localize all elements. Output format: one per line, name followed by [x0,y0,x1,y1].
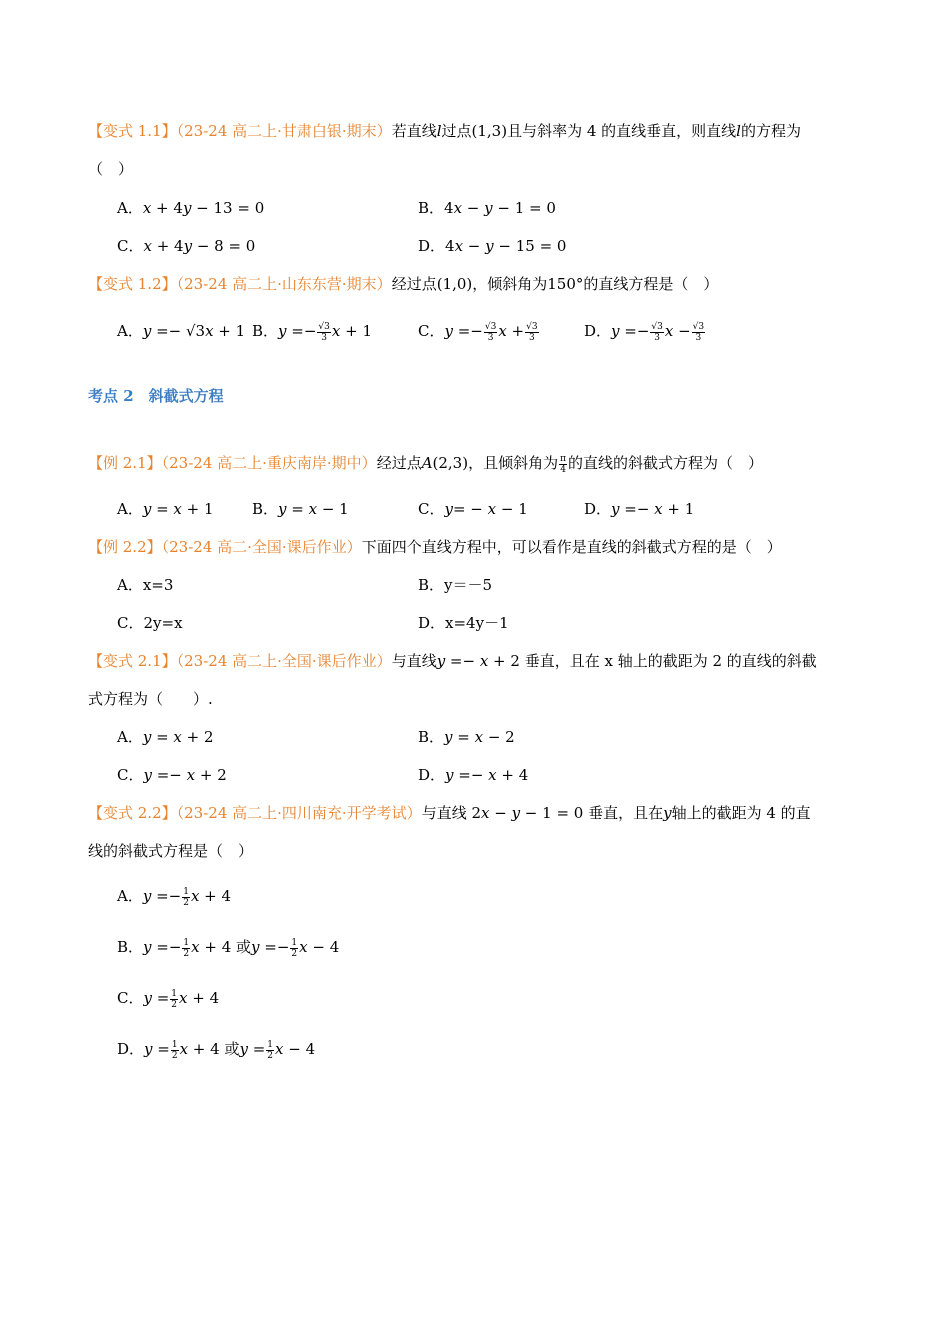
problem-v22-stem-cont: 线的斜截式方程是（ ） [88,842,254,860]
option-b: B．y＝－5 [418,576,493,594]
option-d: D．x=4y－1 [418,614,509,632]
fraction: $\frac{1}{2}$ [183,886,189,908]
fraction: $\frac{√3}{3}$ [526,321,538,343]
option-b: B．𝑦 = 𝑥 − 1 [252,500,349,518]
option-c: C．𝑦 =− $\frac{√3}{3}$ 𝑥 + $\frac{√3}{3}$ [418,321,538,343]
option-c: C．2y=x [117,614,183,632]
option-d: D．𝑦 = $\frac{1}{2}$ 𝑥 + 4 或𝑦 = $\frac{1}{2}$ 𝑥 − 4 [117,1039,316,1061]
problem-v21-stem: 【变式 2.1】（23-24 高二上·全国·课后作业）与直线𝑦 =− 𝑥 + 2 垂直，且在 x 轴上的截距为 2 的直线的斜截 [88,652,817,670]
problem-tag: 【例 2.1】 [88,454,162,472]
problem-v21-stem-cont: 式方程为（ ）. [88,690,213,708]
option-d: D．𝑦 =− 𝑥 + 1 [584,500,695,518]
problem-tag: 【变式 1.2】 [88,275,177,293]
option-a: A．𝑥 + 4𝑦 − 13 = 0 [117,199,265,217]
option-b: B．𝑦 = 𝑥 − 2 [418,728,515,746]
fraction: $\frac{1}{2}$ [291,937,298,959]
problem-v12-stem: 【变式 1.2】（23-24 高二上·山东东营·期末）经过点(1,0)，倾斜角为150°的直线方程是（ ） [88,275,719,293]
fraction: $\frac{√3}{3}$ [318,321,330,343]
option-a: A．x=3 [117,576,174,594]
option-d: D．𝑦 =− 𝑥 + 4 [418,766,529,784]
fraction: $\frac{1}{2}$ [267,1039,273,1061]
problem-v11-stem: 【变式 1.1】（23-24 高二上·甘肃白银·期末）若直线l过点(1,3)且与斜率为 4 的直线垂直，则直线l的方程为 [88,122,801,140]
problem-source: （23-24 高二上·四川南充·开学考试） [176,804,422,822]
fraction: $\frac{1}{2}$ [183,937,190,959]
fraction: $\frac{√3}{3}$ [651,321,663,343]
problem-e22-stem: 【例 2.2】（23-24 高二·全国·课后作业）下面四个直线方程中，可以看作是直线的斜截式方程的是（ ） [88,538,782,556]
problem-e21-stem: 【例 2.1】（23-24 高二上·重庆南岸·期中）经过点𝐴(2,3)，且倾斜角为 $\frac{\pi}{4}$ 的直线的斜截式方程为（ ） [88,453,764,475]
problem-source: （23-24 高二·全国·课后作业） [161,538,362,556]
problem-v11-paren: （ ） [88,160,134,178]
problem-source: （23-24 高二上·重庆南岸·期中） [161,454,377,472]
fraction: $\frac{√3}{3}$ [484,321,497,343]
problem-source: （23-24 高二上·山东东营·期末） [176,275,392,293]
option-a: A．𝑦 =− √3𝑥 + 1 [117,322,246,340]
option-c: C．𝑦 =− 𝑥 + 2 [117,766,227,784]
problem-v22-stem: 【变式 2.2】（23-24 高二上·四川南充·开学考试）与直线 2𝑥 − 𝑦 − 1 = 0 垂直，且在𝑦轴上的截距为 4 的直 [88,804,811,822]
fraction: $\frac{\pi}{4}$ [560,453,567,475]
fraction: $\frac{1}{2}$ [171,988,178,1010]
problem-source: （23-24 高二上·全国·课后作业） [176,652,392,670]
option-b: B．𝑦 =− $\frac{√3}{3}$ 𝑥 + 1 [252,321,372,343]
option-b: B．𝑦 =− $\frac{1}{2}$ 𝑥 + 4 或𝑦 =− $\frac{1}{2}$ 𝑥 − 4 [117,937,340,959]
option-b: B．4𝑥 − 𝑦 − 1 = 0 [418,199,556,217]
option-a: A．𝑦 = 𝑥 + 1 [117,500,214,518]
option-c: C．𝑦= − 𝑥 − 1 [418,500,528,518]
fraction: $\frac{√3}{3}$ [692,321,705,343]
option-a: A．𝑦 = 𝑥 + 2 [117,728,214,746]
option-d: D．𝑦 =− $\frac{√3}{3}$ 𝑥 − $\frac{√3}{3}$ [584,321,705,343]
fraction: $\frac{1}{2}$ [171,1039,178,1061]
option-d: D．4𝑥 − 𝑦 − 15 = 0 [418,237,567,255]
section-heading: 考点 2 斜截式方程 [88,387,224,405]
option-c: C．𝑦 = $\frac{1}{2}$ 𝑥 + 4 [117,988,220,1010]
problem-tag: 【变式 1.1】 [88,122,177,140]
option-a: A．𝑦 =− $\frac{1}{2}$ 𝑥 + 4 [117,886,232,908]
problem-tag: 【例 2.2】 [88,538,162,556]
option-c: C．𝑥 + 4𝑦 − 8 = 0 [117,237,256,255]
problem-source: （23-24 高二上·甘肃白银·期末） [176,122,392,140]
problem-tag: 【变式 2.1】 [88,652,177,670]
problem-tag: 【变式 2.2】 [88,804,177,822]
